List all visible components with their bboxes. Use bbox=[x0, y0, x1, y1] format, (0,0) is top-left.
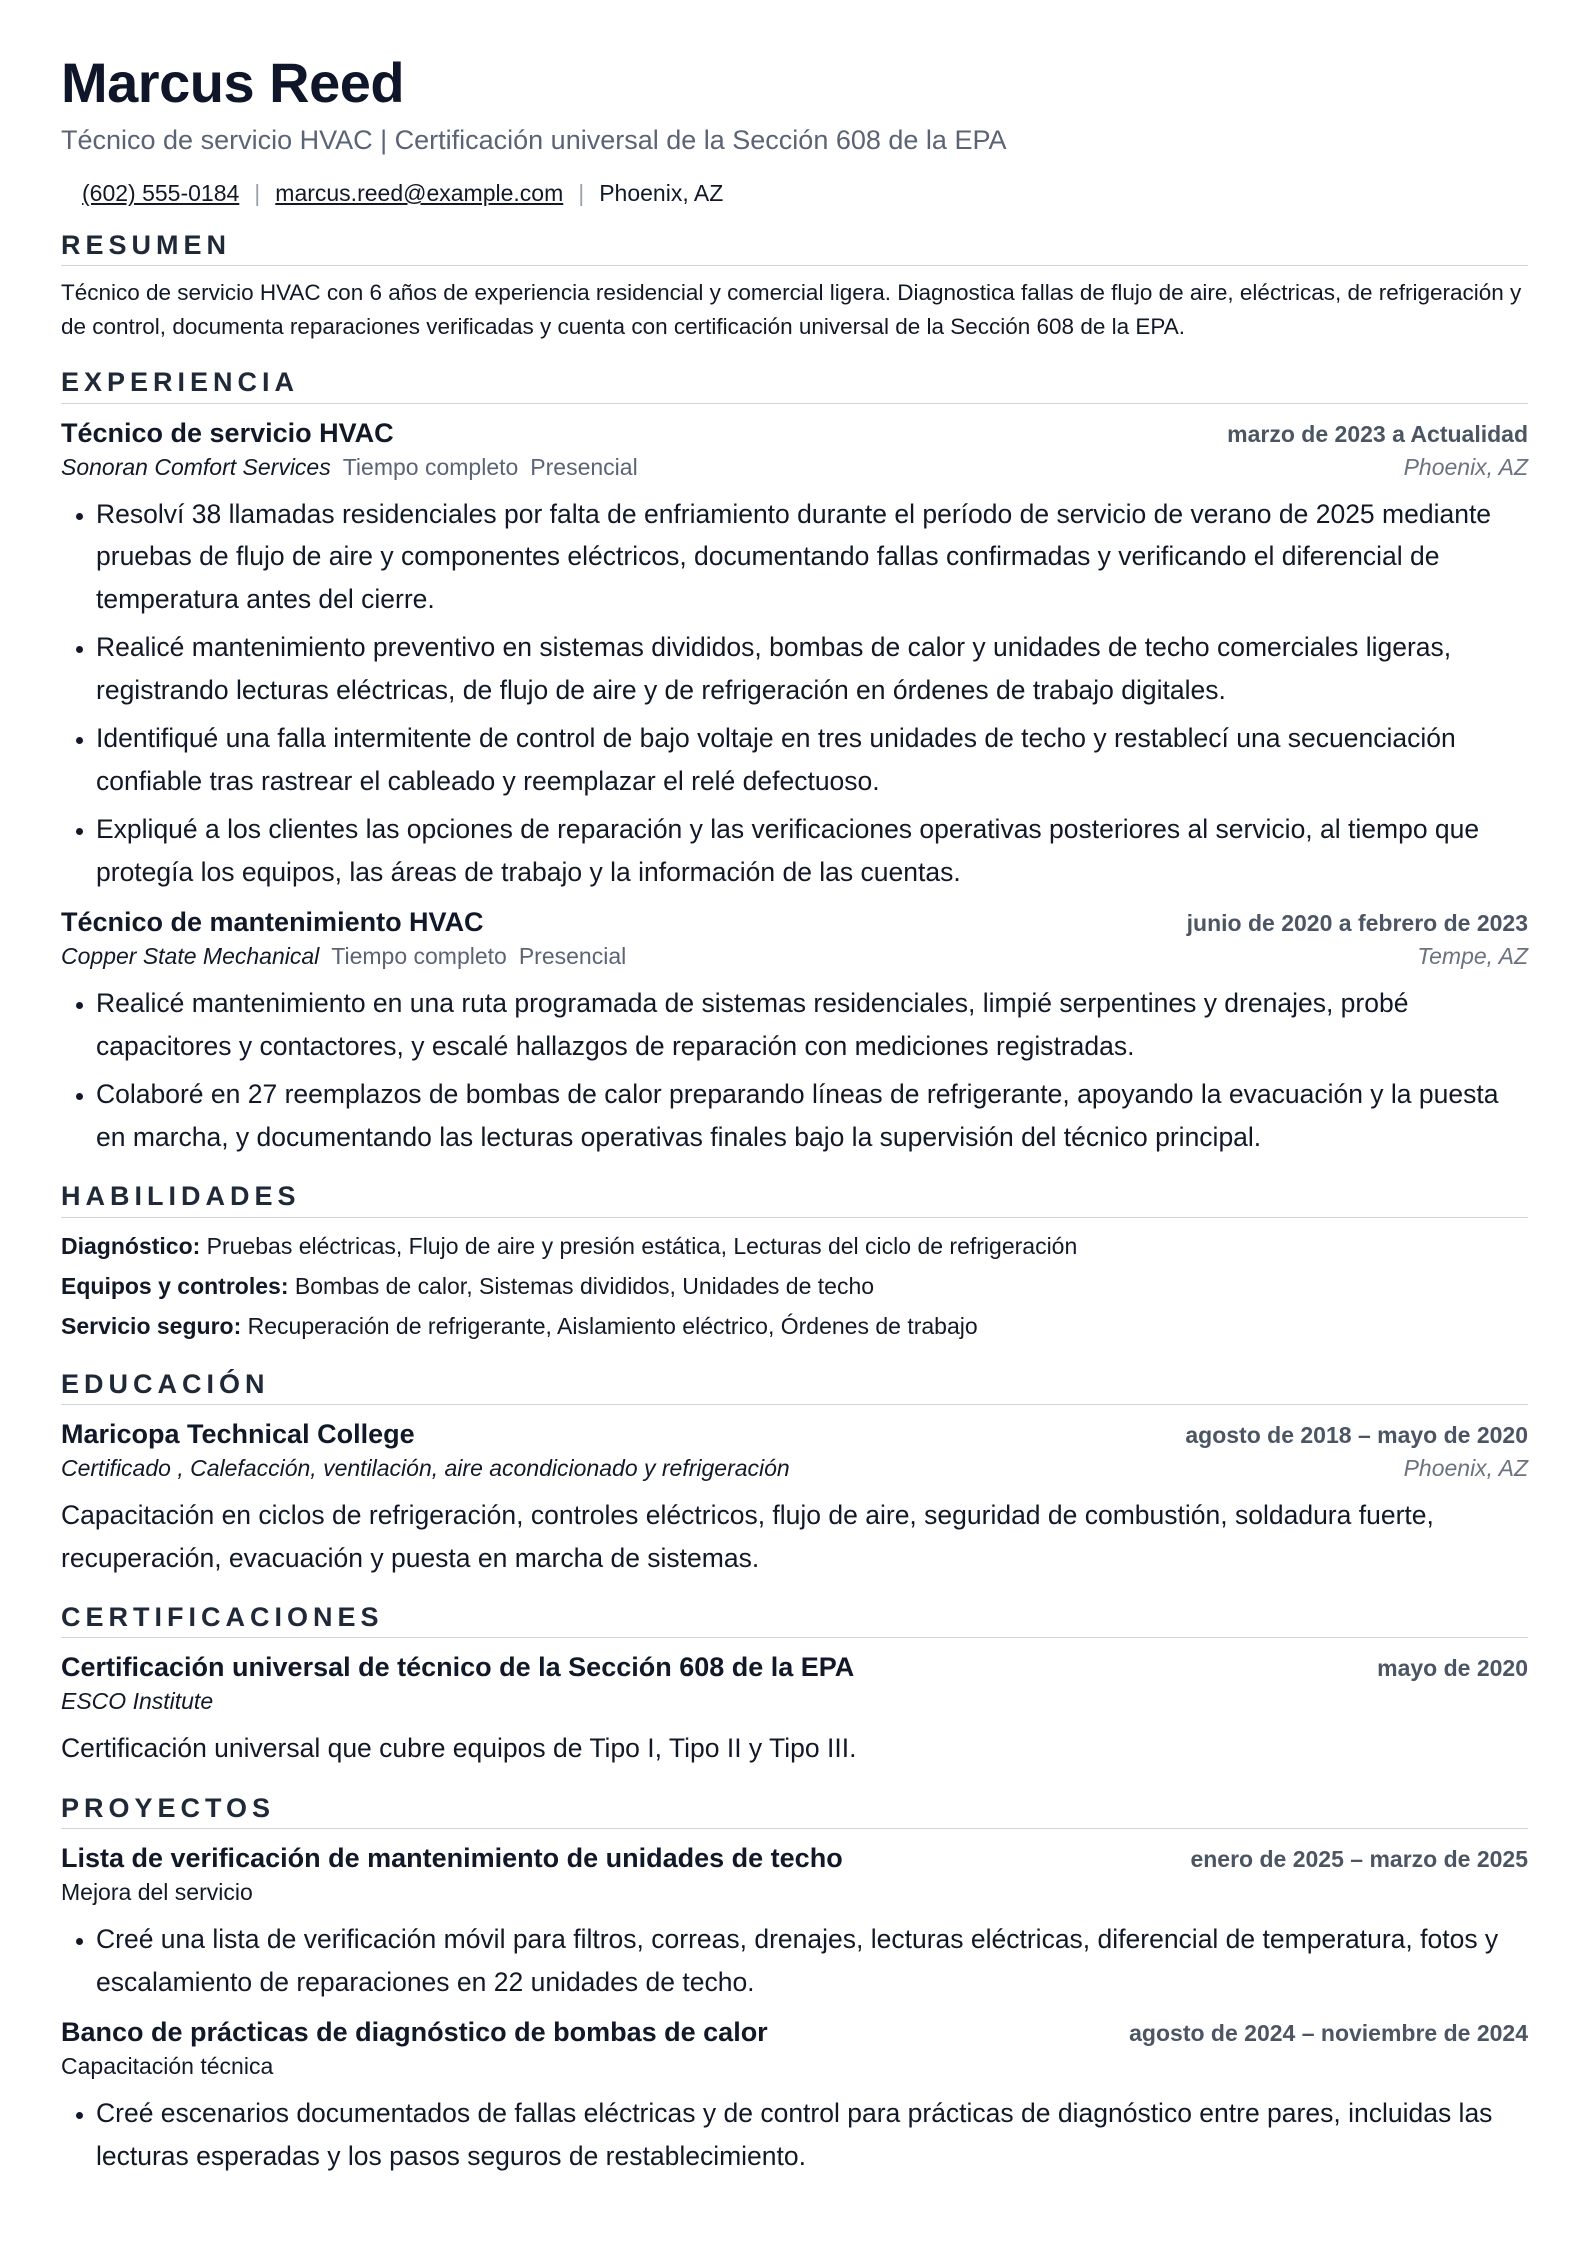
separator: | bbox=[578, 179, 585, 206]
location-text: Phoenix, AZ bbox=[599, 179, 724, 206]
experience-entry bbox=[61, 416, 1528, 893]
project-subtitle: Capacitación técnica bbox=[61, 2053, 274, 2080]
certification-issuer: ESCO Institute bbox=[61, 1688, 214, 1715]
email-link[interactable]: marcus.reed@example.com bbox=[275, 179, 564, 206]
employment-type: Tiempo completo bbox=[331, 943, 507, 970]
education-description: Capacitación en ciclos de refrigeración, controles eléctricos, flujo de aire, seguridad de combustión, soldadura fuerte, recuperación, evacuación y puesta en marcha de sistemas. bbox=[61, 1500, 1434, 1573]
project-subtitle: Mejora del servicio bbox=[61, 1879, 253, 1906]
section-title-skills: HABILIDADES bbox=[61, 1180, 1528, 1217]
job-title: Técnico de servicio HVAC bbox=[61, 417, 394, 448]
bullet-item: • Colaboré en 27 reemplazos de bombas de calor preparando líneas de refrigerante, apoyando la evacuación y la puesta en marcha, y documentando las lecturas operativas finales bajo la supervisión del técnico principal. bbox=[96, 1073, 1528, 1158]
project-entry bbox=[61, 1841, 1528, 2003]
education-dates: agosto de 2018 – mayo de 2020 bbox=[1185, 1422, 1528, 1449]
contact-line bbox=[61, 180, 1528, 207]
skill-items: Bombas de calor, Sistemas divididos, Unidades de techo bbox=[294, 1272, 875, 1299]
bullet-list bbox=[61, 1918, 1528, 2003]
bullet-item: • Realicé mantenimiento preventivo en sistemas divididos, bombas de calor y unidades de techo comerciales ligeras, registrando lecturas eléctricas, de flujo de aire y de refrigeración en órdenes de trabajo digitales. bbox=[96, 626, 1528, 711]
skill-line bbox=[61, 1226, 1528, 1266]
project-dates: agosto de 2024 – noviembre de 2024 bbox=[1129, 2020, 1528, 2047]
skill-items: Pruebas eléctricas, Flujo de aire y presión estática, Lecturas del ciclo de refrigeración bbox=[206, 1232, 1078, 1259]
skill-line bbox=[61, 1306, 1528, 1346]
education-location: Phoenix, AZ bbox=[1403, 1455, 1528, 1482]
section-title-experience: EXPERIENCIA bbox=[61, 366, 1528, 403]
project-entry bbox=[61, 2015, 1528, 2177]
project-dates: enero de 2025 – marzo de 2025 bbox=[1190, 1846, 1528, 1873]
certification-date: mayo de 2020 bbox=[1377, 1655, 1528, 1682]
certification-entry bbox=[61, 1650, 1528, 1769]
job-title: Técnico de mantenimiento HVAC bbox=[61, 907, 484, 938]
company-name: Copper State Mechanical bbox=[61, 943, 320, 970]
headline: Técnico de servicio HVAC | Certificación universal de la Sección 608 de la EPA bbox=[61, 124, 1007, 155]
degree: Certificado , Calefacción, ventilación, aire acondicionado y refrigeración bbox=[61, 1455, 790, 1482]
bullet-item: • Creé escenarios documentados de fallas eléctricas y de control para prácticas de diagnóstico entre pares, incluidas las lecturas esperadas y los pasos seguros de restablecimiento. bbox=[96, 2092, 1528, 2177]
work-mode: Presencial bbox=[530, 453, 638, 480]
certification-name: Certificación universal de técnico de la Sección 608 de la EPA bbox=[61, 1652, 855, 1683]
work-mode: Presencial bbox=[518, 943, 627, 970]
skills-list bbox=[61, 1226, 1528, 1346]
section-title-education: EDUCACIÓN bbox=[61, 1368, 1528, 1405]
job-location: Phoenix, AZ bbox=[1403, 453, 1528, 480]
skill-label: Servicio seguro: bbox=[61, 1312, 242, 1339]
job-location: Tempe, AZ bbox=[1417, 943, 1528, 970]
bullet-list bbox=[61, 2092, 1528, 2177]
bullet-item: • Realicé mantenimiento en una ruta programada de sistemas residenciales, limpié serpentines y drenajes, probé capacitores y contactores, y escalé hallazgos de reparación con mediciones registradas. bbox=[96, 982, 1528, 1067]
employment-type: Tiempo completo bbox=[342, 453, 519, 480]
bullet-item: • Creé una lista de verificación móvil para filtros, correas, drenajes, lecturas eléctricas, diferencial de temperatura, fotos y escalamiento de reparaciones en 22 unidades de techo. bbox=[96, 1918, 1528, 2003]
bullet-item: • Resolví 38 llamadas residenciales por falta de enfriamiento durante el período de servicio de verano de 2025 mediante pruebas de flujo de aire y componentes eléctricos, documentando fallas confirmadas y verificando el diferencial de temperatura antes del cierre. bbox=[96, 493, 1528, 621]
bullet-list bbox=[61, 493, 1528, 894]
phone-link[interactable]: (602) 555-0184 bbox=[82, 179, 240, 206]
section-title-certifications: CERTIFICACIONES bbox=[61, 1601, 1528, 1638]
school-name: Maricopa Technical College bbox=[61, 1419, 415, 1450]
project-title: Banco de prácticas de diagnóstico de bombas de calor bbox=[61, 2017, 768, 2048]
education-entry bbox=[61, 1417, 1528, 1579]
job-dates: junio de 2020 a febrero de 2023 bbox=[1186, 910, 1528, 937]
bullet-item: • Expliqué a los clientes las opciones de reparación y las verificaciones operativas posteriores al servicio, al tiempo que protegía los equipos, las áreas de trabajo y la información de las cuentas. bbox=[96, 808, 1528, 893]
separator: | bbox=[254, 179, 261, 206]
bullet-list bbox=[61, 982, 1528, 1158]
project-title: Lista de verificación de mantenimiento de unidades de techo bbox=[61, 1843, 843, 1874]
summary-text: Técnico de servicio HVAC con 6 años de experiencia residencial y comercial ligera. Diagnostica fallas de flujo de aire, eléctricas, de refrigeración y de control, documenta reparaciones verificadas y cuenta con certificación universal de la Sección 608 de la EPA. bbox=[61, 280, 1522, 340]
skill-items: Recuperación de refrigerante, Aislamiento eléctrico, Órdenes de trabajo bbox=[247, 1312, 978, 1339]
section-title-summary: RESUMEN bbox=[61, 229, 1528, 266]
company-name: Sonoran Comfort Services bbox=[61, 453, 331, 480]
skill-label: Equipos y controles: bbox=[61, 1272, 289, 1299]
candidate-name: Marcus Reed bbox=[61, 51, 405, 114]
skill-label: Diagnóstico: bbox=[61, 1232, 201, 1259]
experience-entry bbox=[61, 905, 1528, 1158]
section-title-projects: PROYECTOS bbox=[61, 1792, 1528, 1829]
certification-description: Certificación universal que cubre equipos de Tipo I, Tipo II y Tipo III. bbox=[61, 1733, 857, 1764]
bullet-item: • Identifiqué una falla intermitente de control de bajo voltaje en tres unidades de techo y restablecí una secuenciación confiable tras rastrear el cableado y reemplazar el relé defectuoso. bbox=[96, 717, 1528, 802]
job-dates: marzo de 2023 a Actualidad bbox=[1227, 420, 1528, 447]
skill-line bbox=[61, 1266, 1528, 1306]
